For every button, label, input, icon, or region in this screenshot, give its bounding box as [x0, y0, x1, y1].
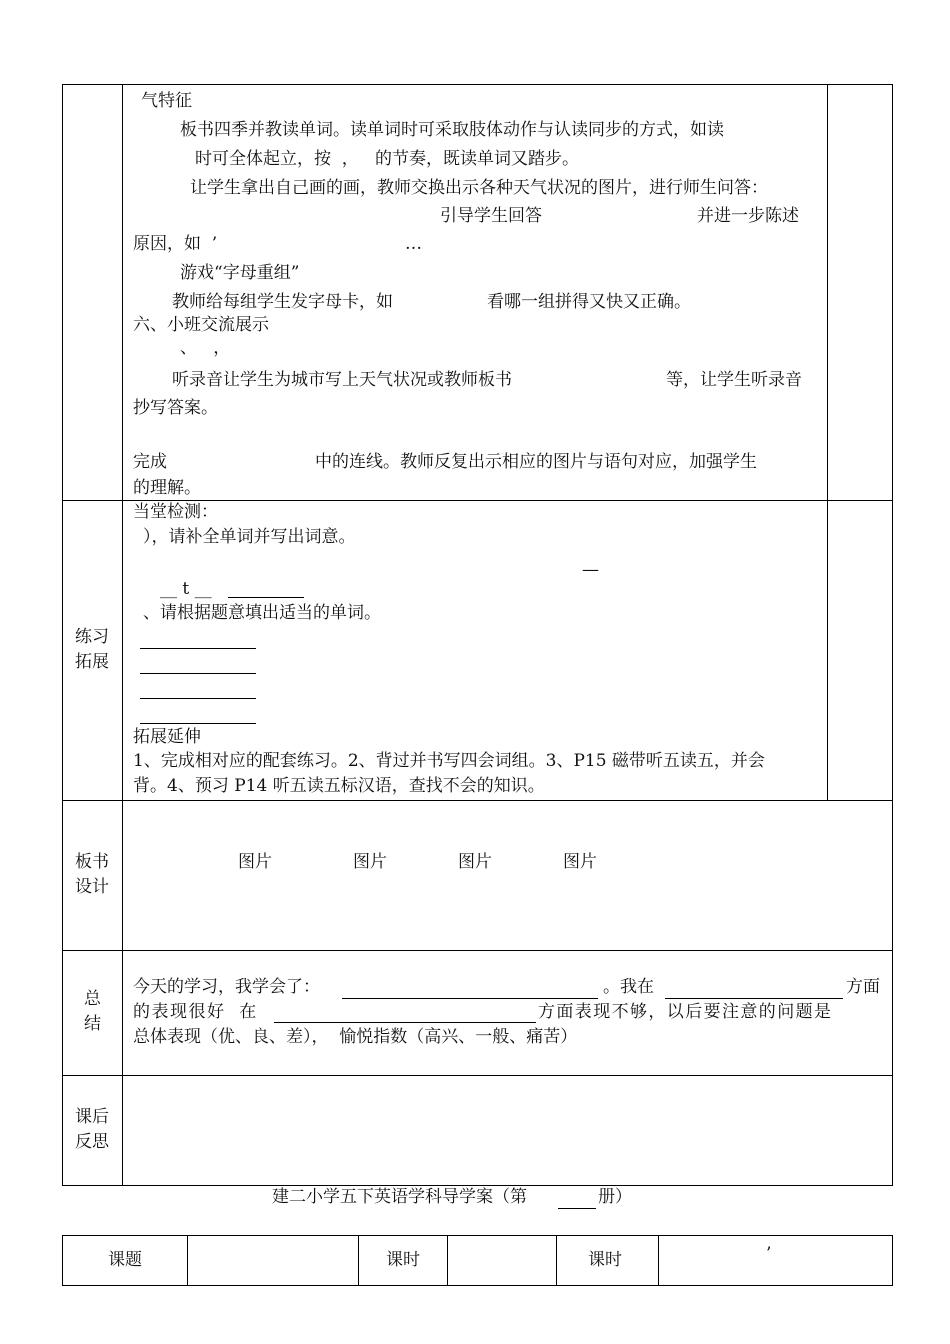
procedure-heading: 六、小班交流展示	[133, 315, 269, 335]
procedure-line: 气特征	[141, 91, 192, 111]
volume-blank	[558, 1208, 596, 1209]
check-title: 当堂检测：	[133, 502, 218, 522]
picture-placeholder: 图片	[458, 852, 492, 872]
header-table-col	[358, 1235, 359, 1286]
procedure-line: 听录音让学生为城市写上天气状况或教师板书	[172, 370, 512, 390]
picture-placeholder: 图片	[563, 852, 597, 872]
summary-text: 今天的学习，我学会了：	[133, 977, 320, 997]
procedure-line: 的理解。	[133, 478, 201, 498]
title-text: 册）	[598, 1187, 632, 1207]
question-2: 、请根据题意填出适当的单词。	[143, 603, 381, 623]
table-border-notes-col	[827, 84, 828, 801]
table-row-divider-3	[62, 950, 893, 951]
row-label: 设计	[75, 877, 109, 897]
apostrophe-mark: ’	[766, 1244, 772, 1264]
row-label: 课后	[75, 1107, 109, 1127]
picture-placeholder: 图片	[353, 852, 387, 872]
procedure-line: 原因，如 ’	[133, 234, 218, 254]
header-table-col	[556, 1235, 557, 1286]
period-label: 课时	[386, 1250, 420, 1270]
fill-line	[274, 1022, 536, 1023]
procedure-line: 、 ，	[180, 338, 231, 358]
procedure-line: 引导学生回答	[440, 206, 542, 226]
extension-line: 背。4、预习 P14 听五读五标汉语，查找不会的知识。	[133, 776, 545, 796]
summary-text: 方面	[846, 977, 880, 997]
table-row-top	[62, 84, 893, 85]
row-label: 练习	[75, 627, 109, 647]
procedure-line: 完成	[133, 452, 167, 472]
period-label: 课时	[588, 1250, 622, 1270]
procedure-line: 并进一步陈述	[697, 206, 799, 226]
procedure-line: 抄写答案。	[133, 398, 218, 418]
topic-label: 课题	[108, 1250, 142, 1270]
summary-text: 总体表现（优、良、差）， 愉悦指数（高兴、一般、痛苦）	[133, 1027, 578, 1047]
table-border-inner-left	[122, 84, 123, 1186]
procedure-line: 教师给每组学生发字母卡，如	[172, 292, 393, 312]
procedure-line: 时可全体起立，按 ， 的节奏，既读单词又踏步。	[195, 149, 580, 169]
procedure-line: 中的连线。教师反复出示相应的图片与语句对应，加强学生	[315, 452, 757, 472]
word-blank: __ t __	[160, 579, 212, 599]
table-border-right	[892, 84, 893, 1186]
picture-placeholder: 图片	[238, 852, 272, 872]
procedure-line: 板书四季并教读单词。读单词时可采取肢体动作与认读同步的方式，如读	[180, 120, 724, 140]
answer-line	[140, 698, 256, 699]
procedure-line: 等，让学生听录音	[666, 370, 802, 390]
answer-line	[140, 673, 256, 674]
dash-mark: —	[582, 560, 599, 580]
answer-line	[140, 648, 256, 649]
row-label: 板书	[75, 852, 109, 872]
header-table-col	[658, 1235, 659, 1286]
answer-line	[140, 723, 256, 724]
fill-line	[665, 998, 843, 999]
title-text: 建二小学五下英语学科导学案（第	[272, 1187, 527, 1207]
extension-title: 拓展延伸	[133, 727, 201, 747]
row-label: 反思	[75, 1132, 109, 1152]
procedure-line: …	[405, 234, 422, 254]
procedure-line: 游戏“字母重组”	[180, 263, 300, 283]
header-table-col	[892, 1235, 893, 1286]
procedure-line: 让学生拿出自己画的画，教师交换出示各种天气状况的图片，进行师生问答：	[190, 178, 768, 198]
row-label: 结	[84, 1014, 101, 1034]
table-row-divider-4	[62, 1075, 893, 1076]
summary-text: 的表现很好 在	[133, 1002, 258, 1022]
row-label: 总	[84, 989, 101, 1009]
header-table-col	[447, 1235, 448, 1286]
procedure-line: 看哪一组拼得又快又正确。	[487, 292, 691, 312]
answer-line	[228, 597, 304, 598]
summary-text: 方面表现不够，以后要注意的问题是	[538, 1002, 833, 1022]
header-table-col	[62, 1235, 63, 1286]
table-row-divider-2	[62, 800, 893, 801]
extension-line: 1、完成相对应的配套练习。2、背过并书写四会词组。3、P15 磁带听五读五，并会	[133, 751, 765, 771]
summary-text: 。我在	[603, 977, 654, 997]
header-table-col	[187, 1235, 188, 1286]
table-border-left	[62, 84, 63, 1186]
row-label: 拓展	[75, 652, 109, 672]
question-1: ），请补全单词并写出词意。	[143, 527, 356, 547]
fill-line	[342, 998, 598, 999]
